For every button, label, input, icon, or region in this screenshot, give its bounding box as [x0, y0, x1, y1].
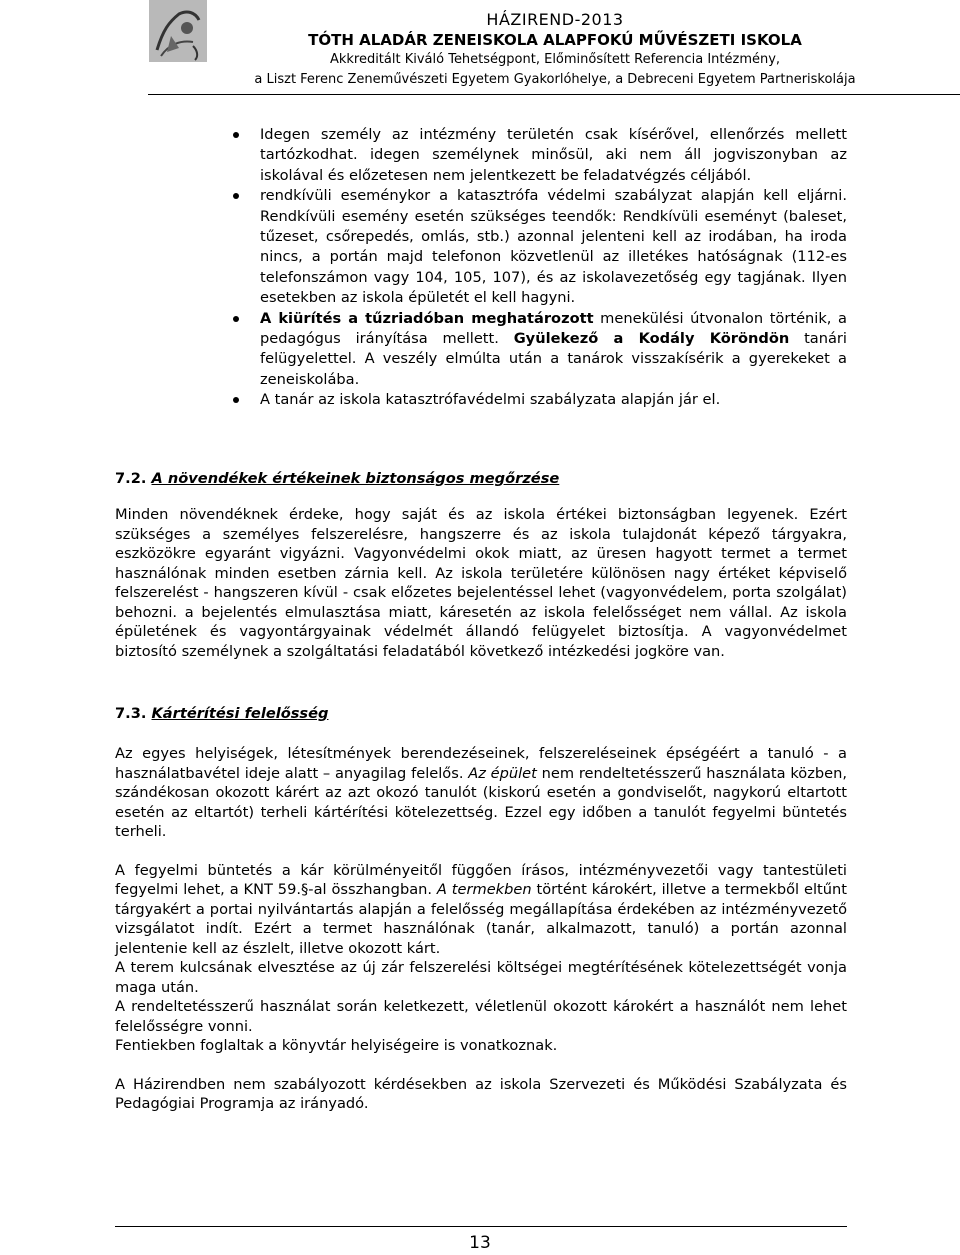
bullet-text: menekülési útvonalon történik, a pedagógus irányítása mellett. [260, 309, 847, 348]
document-title: HÁZIREND-2013 [486, 10, 624, 29]
paragraph-italic: Az épület [468, 764, 537, 782]
bullet-icon [233, 397, 239, 403]
bullet-icon [233, 316, 239, 322]
section-number: 7.2. [115, 470, 147, 487]
section-paragraph: A terem kulcsának elvesztése az új zár felszerelési költségei megtérítésének kötelezettségét vonja maga után. [115, 959, 847, 996]
section-7-2 [115, 469, 847, 661]
paragraph-italic: A termekben [436, 881, 532, 898]
section-number: 7.3. [115, 705, 147, 722]
paragraph-text: A fegyelmi büntetés a kár körülményeitől függően írásos, intézményvezetői vagy tantestületi fegyelmi lehet, a KNT 59.§-al összhangban. [115, 861, 847, 898]
rules-bullet-list [260, 125, 847, 411]
bullet-item [260, 390, 847, 410]
paragraph-text: Az egyes helyiségek, létesítmények berendezéseinek, felszereléseinek épségéért a tanuló - a használatbavétel ideje alatt – anyagilag felelős. [115, 745, 847, 782]
section-title: Kártérítési felelősség [151, 705, 329, 722]
section-7-3 [115, 704, 847, 1114]
section-paragraph: Fentiekben foglaltak a könyvtár helyiségeire is vonatkoznak. [115, 1037, 558, 1054]
section-paragraph [115, 861, 847, 959]
bullet-text: tanári felügyelettel. A veszély elmúlta után a tanárok visszakísérik a gyerekeket a zeneiskolába. [260, 330, 847, 388]
footer-divider [115, 1226, 847, 1227]
paragraph-text: történt károkért, illetve a termekből eltűnt tárgyakért a portai nyilvántartás alapján a felelősség megállapítása érdekében az intézményvezető vizsgálatot indít. Ezért a termet használónak (tanár, alkalmazott, tanuló) a portán azonnal jelentenie kell az észlelt, illetve okozott kárt. [115, 881, 847, 957]
school-name: TÓTH ALADÁR ZENEISKOLA ALAPFOKÚ MŰVÉSZETI ISKOLA [308, 31, 802, 49]
header-accreditation: Akkreditált Kiváló Tehetségpont, Előminősített Referencia Intézmény, [329, 52, 781, 67]
bullet-bold-text: Gyülekező a Kodály Köröndön [513, 330, 790, 348]
bullet-bold-text: A kiürítés a tűzriadóban meghatározott [260, 309, 594, 327]
bullet-text: A tanár az iskola katasztrófavédelmi szabályzata alapján jár el. [260, 391, 721, 409]
bullet-item [260, 186, 847, 308]
bullet-text: rendkívüli eseménykor a katasztrófa védelmi szabályzat alapján kell eljárni. Rendkívüli esemény esetén szükséges teendők: Rendkívüli eseményt (baleset, tűzeset, csőrepedés, omlás, stb.) azonnal jelenteni kell az irodában, ha iroda nincs, a portán majd telefonon közvetlenül az illetékes hatóságnak (112-es telefonszámon vagy 104, 105, 107), és az iskolavezetőség egy tagjának. Ilyen esetekben az iskola épületét el kell hagyni. [260, 187, 847, 307]
bullet-icon [233, 193, 239, 199]
header-divider [148, 94, 960, 95]
section-heading [115, 469, 847, 489]
section-heading [115, 704, 847, 724]
bullet-item [260, 309, 847, 391]
section-paragraph: Minden növendéknek érdeke, hogy saját és az iskola értékei biztonságban legyenek. Ezért szükséges a személyes felszerelésre, hangszerre és az iskola tulajdonát képező tárgyakra, eszközökre egyaránt vigyázni. Vagyonvédelmi okok miatt, az üresen hagyott termet a termet használónak minden esetben zárnia kell. Az iskola területére különösen nagy értéket képviselő felszerelést - hangszeren kívül - csak előzetes bejelentéssel lehet (vagyonvédelem, porta szolgálat) behozni. a bejelentés elmulasztása miatt, káresetén az iskola felelősséget nem vállal. Az iskola épületének és vagyontárgyainak védelmét állandó felügyelet biztosítja. A vagyonvédelmet biztosító személynek a szolgáltatási feladatából következő intézkedési jogköre van. [115, 506, 847, 660]
section-paragraph: A rendeltetésszerű használat során keletkezett, véletlenül okozott károkért a használót nem lehet felelősségre vonni. [115, 998, 847, 1035]
page-header [150, 10, 960, 90]
header-partnership: a Liszt Ferenc Zeneművészeti Egyetem Gyakorlóhelye, a Debreceni Egyetem Partneriskolája [254, 72, 856, 87]
section-title: A növendékek értékeinek biztonságos megőrzése [151, 470, 560, 487]
section-paragraph [115, 744, 847, 842]
bullet-text: Idegen személy az intézmény területén csak kísérővel, ellenőrzés mellett tartózkodhat. idegen személynek minősül, aki nem áll jogviszonyban az iskolával és előzetesen nem jelentkezett be feladatvégzés céljából. [260, 126, 847, 184]
bullet-icon [233, 132, 239, 138]
bullet-item [260, 125, 847, 186]
section-paragraph: A Házirendben nem szabályozott kérdésekben az iskola Szervezeti és Működési Szabályzata és Pedagógiai Programja az irányadó. [115, 1075, 847, 1112]
paragraph-text: nem rendeltetésszerű használata közben, szándékosan okozott kárért az azt okozó tanulót (kiskorú esetén a gondviselőt, nagykorú eltartott esetén az eltartót) terheli kártérítési kötelezettség. Ezzel egy időben a tanulót fegyelmi büntetés terheli. [115, 764, 847, 840]
page-number: 13 [469, 1233, 491, 1253]
